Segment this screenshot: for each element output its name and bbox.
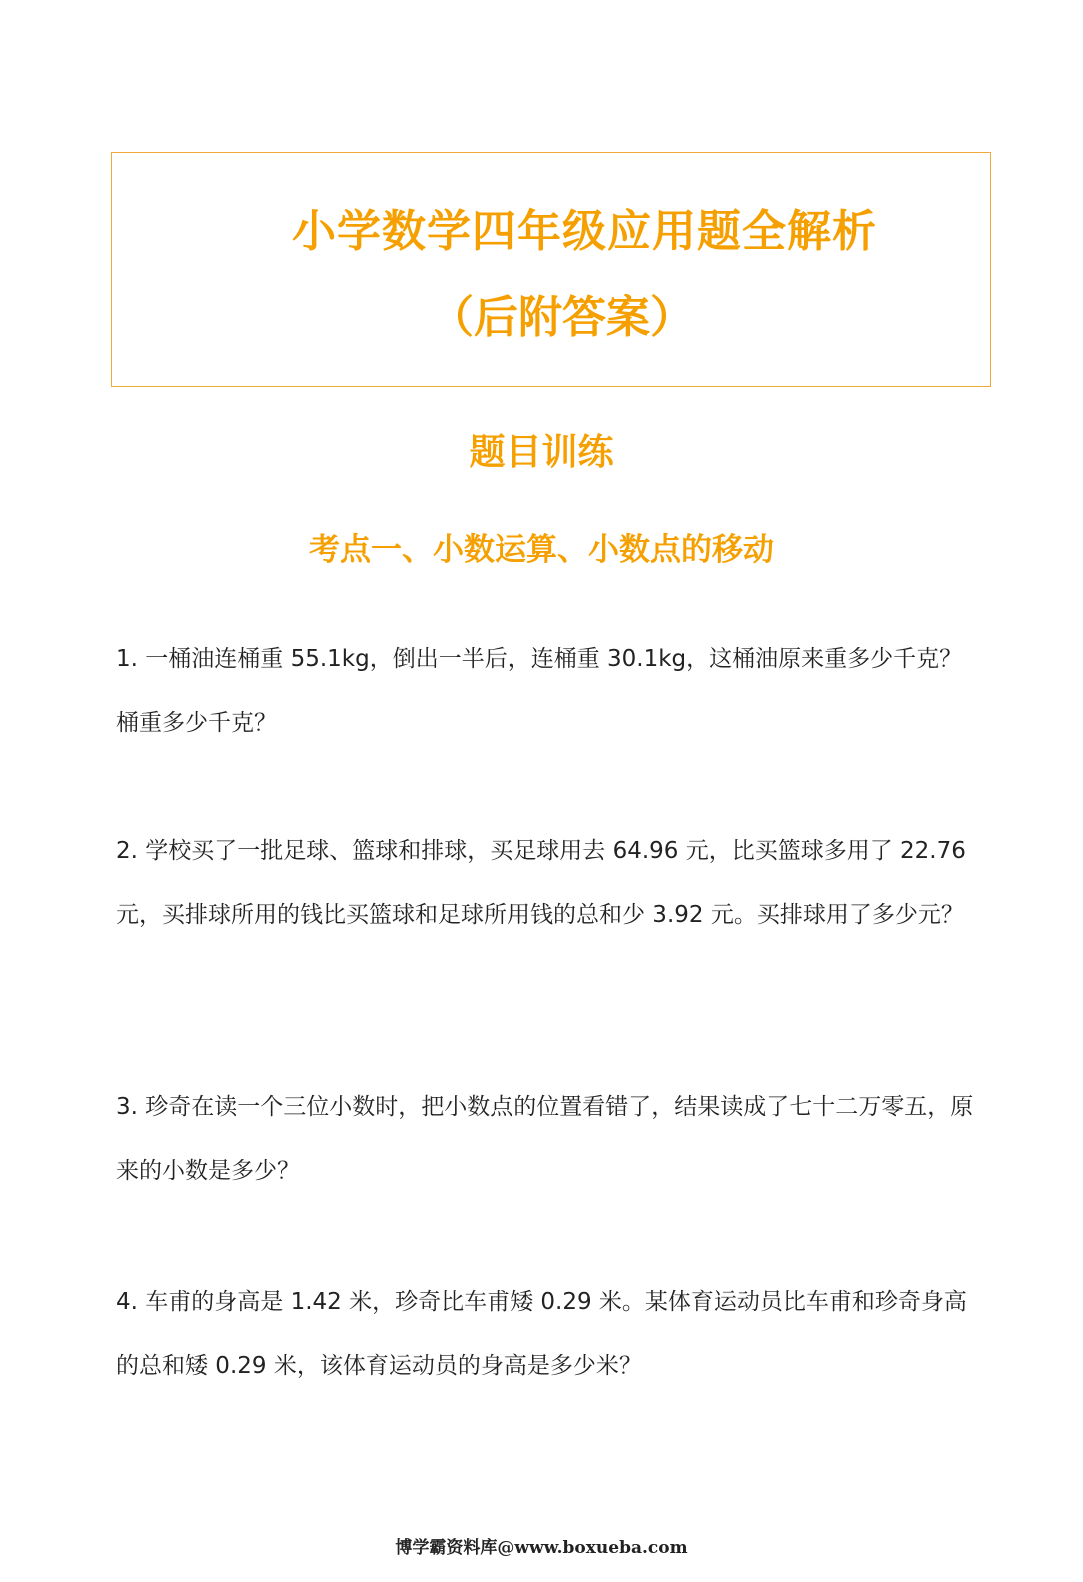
section-title: 题目训练: [469, 432, 614, 473]
question-4: 4. 车甫的身高是 1.42 米，珍奇比车甫矮 0.29 米。某体育运动员比车甫和珍奇身高的总和矮 0.29 米，该体育运动员的身高是多少米？: [116, 1289, 967, 1379]
footer-watermark: 博学霸资料库@www.boxueba.com: [395, 1538, 688, 1558]
question-1: 1. 一桶油连桶重 55.1kg，倒出一半后，连桶重 30.1kg，这桶油原来重多少千克？桶重多少千克？: [116, 646, 963, 736]
topic-heading: 考点一、小数运算、小数点的移动: [309, 532, 774, 568]
question-3: 3. 珍奇在读一个三位小数时，把小数点的位置看错了，结果读成了七十二万零五，原来的小数是多少？: [116, 1094, 974, 1184]
question-2: 2. 学校买了一批足球、篮球和排球，买足球用去 64.96 元，比买篮球多用了 22.76 元，买排球所用的钱比买篮球和足球所用钱的总和少 3.92 元。买排球用了多少元？: [116, 838, 966, 928]
title-box: [111, 152, 991, 387]
document-title: 小学数学四年级应用题全解析: [292, 206, 877, 257]
document-subtitle: （后附答案）: [430, 292, 694, 343]
